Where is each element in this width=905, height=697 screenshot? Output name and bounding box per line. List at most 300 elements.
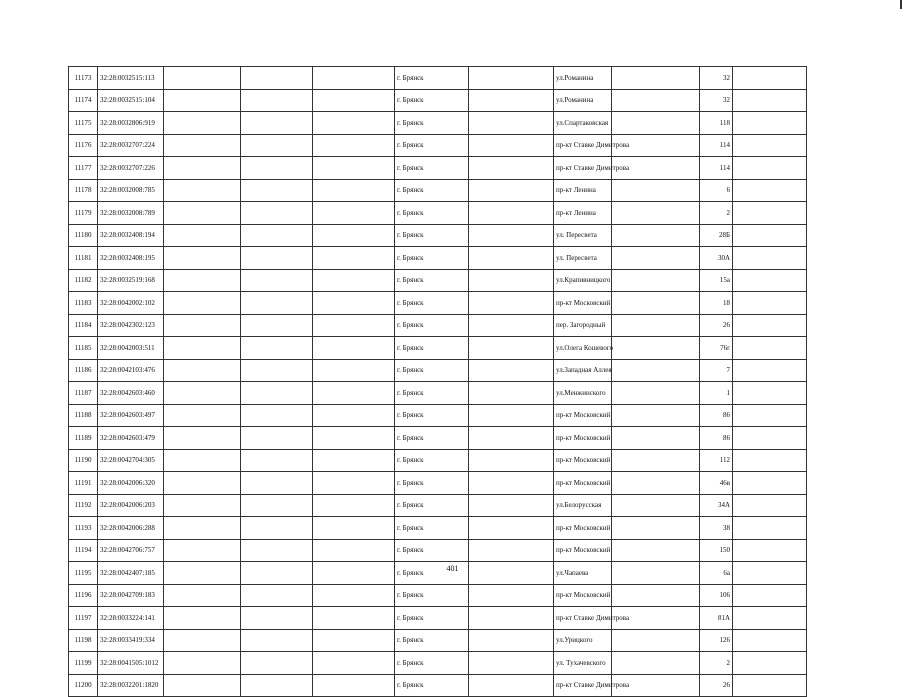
cell-empty [241, 112, 313, 135]
cell-empty [241, 449, 313, 472]
cell-house-number: 6 [700, 179, 733, 202]
cell-house-number: 18 [700, 292, 733, 315]
cell-house-number: 2 [700, 202, 733, 225]
cell-house-number: 30А [700, 247, 733, 270]
cell-empty [469, 269, 554, 292]
cell-street: пр-кт Ленина [554, 202, 612, 225]
cell-street: пр-кт Московский [554, 517, 612, 540]
cell-empty [612, 539, 700, 562]
cell-city: г. Брянск [395, 472, 469, 495]
cell-street: пр-кт Ставке Димитрова [554, 157, 612, 180]
cell-empty [612, 112, 700, 135]
cell-street: пр-кт Ставке Димитрова [554, 134, 612, 157]
cell-empty [241, 314, 313, 337]
cell-house-number: 150 [700, 539, 733, 562]
table-row [69, 89, 807, 112]
cell-empty [469, 629, 554, 652]
cell-house-number: 76г [700, 337, 733, 360]
table-row [69, 247, 807, 270]
cell-empty [469, 607, 554, 630]
cell-empty [469, 67, 554, 90]
cell-empty [612, 314, 700, 337]
table-row [69, 427, 807, 450]
cell-empty [313, 517, 395, 540]
cell-empty [164, 157, 241, 180]
cell-city: г. Брянск [395, 517, 469, 540]
cell-street: ул. Пересвета [554, 247, 612, 270]
cell-row-number: 11196 [69, 584, 98, 607]
cell-empty [612, 652, 700, 675]
cell-row-number: 11187 [69, 382, 98, 405]
cell-house-number: 114 [700, 134, 733, 157]
cell-row-number: 11198 [69, 629, 98, 652]
table-row [69, 67, 807, 90]
cell-empty [612, 382, 700, 405]
cell-empty [733, 89, 807, 112]
cell-empty [313, 247, 395, 270]
cell-empty [164, 629, 241, 652]
cell-empty [733, 247, 807, 270]
cell-empty [313, 157, 395, 180]
cell-cadastral-number: 32:28:0032515:104 [98, 89, 164, 112]
cell-empty [733, 629, 807, 652]
cell-empty [241, 157, 313, 180]
cell-empty [241, 629, 313, 652]
cell-cadastral-number: 32:28:0032806:919 [98, 112, 164, 135]
cell-empty [164, 449, 241, 472]
cell-empty [313, 427, 395, 450]
cell-city: г. Брянск [395, 247, 469, 270]
cell-empty [733, 269, 807, 292]
cell-empty [313, 494, 395, 517]
cell-street: ул.Крапивницкого [554, 269, 612, 292]
cell-empty [241, 359, 313, 382]
cell-empty [469, 382, 554, 405]
cell-empty [313, 382, 395, 405]
cell-row-number: 11193 [69, 517, 98, 540]
cell-row-number: 11183 [69, 292, 98, 315]
cell-street: ул. Пересвета [554, 224, 612, 247]
cell-empty [241, 584, 313, 607]
cell-empty [733, 179, 807, 202]
cell-empty [313, 67, 395, 90]
cell-street: пр-кт Московский [554, 584, 612, 607]
cell-city: г. Брянск [395, 157, 469, 180]
cell-empty [733, 112, 807, 135]
cell-empty [241, 89, 313, 112]
cell-street: ул.Белорусская [554, 494, 612, 517]
cell-row-number: 11174 [69, 89, 98, 112]
cell-empty [612, 427, 700, 450]
table-row [69, 112, 807, 135]
cell-street: пр-кт Московский [554, 449, 612, 472]
cell-city: г. Брянск [395, 629, 469, 652]
table-row [69, 292, 807, 315]
cell-street: пр-кт Ставке Димитрова [554, 674, 612, 697]
cell-cadastral-number: 32:28:0042709:183 [98, 584, 164, 607]
cell-empty [733, 157, 807, 180]
cell-empty [164, 382, 241, 405]
cell-cadastral-number: 32:28:0032201:1820 [98, 674, 164, 697]
cell-house-number: 86 [700, 404, 733, 427]
cell-street: ул.Романина [554, 67, 612, 90]
cell-empty [733, 607, 807, 630]
cell-empty [733, 494, 807, 517]
cell-house-number: 126 [700, 629, 733, 652]
cell-empty [469, 292, 554, 315]
cell-empty [164, 472, 241, 495]
table-row [69, 359, 807, 382]
cell-empty [733, 224, 807, 247]
cell-house-number: 34А [700, 494, 733, 517]
registry-table-body [69, 67, 807, 697]
cell-empty [469, 134, 554, 157]
cell-house-number: 2 [700, 652, 733, 675]
cell-street: пер. Загородный [554, 314, 612, 337]
cell-street: пр-кт Ставке Димитрова [554, 607, 612, 630]
cell-house-number: 106 [700, 584, 733, 607]
cell-city: г. Брянск [395, 134, 469, 157]
cell-row-number: 11186 [69, 359, 98, 382]
cell-cadastral-number: 32:28:0042603:460 [98, 382, 164, 405]
cell-empty [733, 134, 807, 157]
cell-empty [469, 472, 554, 495]
cell-empty [469, 449, 554, 472]
cell-empty [733, 292, 807, 315]
cell-cadastral-number: 32:28:0033419:334 [98, 629, 164, 652]
cell-empty [313, 292, 395, 315]
cell-empty [164, 247, 241, 270]
cell-empty [241, 224, 313, 247]
table-row [69, 224, 807, 247]
table-row [69, 674, 807, 697]
cell-row-number: 11181 [69, 247, 98, 270]
cell-empty [313, 629, 395, 652]
cell-street: пр-кт Московский [554, 427, 612, 450]
cell-city: г. Брянск [395, 359, 469, 382]
cell-row-number: 11191 [69, 472, 98, 495]
cell-house-number: 1 [700, 382, 733, 405]
cell-empty [469, 652, 554, 675]
cell-empty [612, 202, 700, 225]
cell-cadastral-number: 32:28:0032707:224 [98, 134, 164, 157]
cell-empty [313, 359, 395, 382]
cell-cadastral-number: 32:28:0042006:203 [98, 494, 164, 517]
cell-empty [612, 404, 700, 427]
cell-city: г. Брянск [395, 292, 469, 315]
cell-empty [612, 269, 700, 292]
cell-street: ул.Западная Аллея [554, 359, 612, 382]
cell-empty [313, 314, 395, 337]
table-row [69, 404, 807, 427]
cell-empty [164, 269, 241, 292]
cell-empty [241, 607, 313, 630]
cell-house-number: 81А [700, 607, 733, 630]
table-row [69, 607, 807, 630]
cell-empty [164, 224, 241, 247]
cell-empty [733, 202, 807, 225]
cell-empty [733, 67, 807, 90]
cell-street: ул.Урицкого [554, 629, 612, 652]
cell-empty [612, 337, 700, 360]
cell-cadastral-number: 32:28:0032408:194 [98, 224, 164, 247]
cell-empty [612, 359, 700, 382]
cell-empty [241, 539, 313, 562]
cell-cadastral-number: 32:28:0042704:305 [98, 449, 164, 472]
table-row [69, 157, 807, 180]
cell-empty [313, 449, 395, 472]
cell-cadastral-number: 32:28:0042302:123 [98, 314, 164, 337]
cell-empty [241, 652, 313, 675]
cell-row-number: 11178 [69, 179, 98, 202]
cell-empty [469, 314, 554, 337]
cell-empty [313, 472, 395, 495]
table-row [69, 539, 807, 562]
cell-house-number: 26 [700, 674, 733, 697]
cell-empty [164, 494, 241, 517]
cell-cadastral-number: 32:28:0032408:195 [98, 247, 164, 270]
cell-row-number: 11195 [69, 562, 98, 585]
cell-street: ул.Чапаева [554, 562, 612, 585]
cell-empty [469, 494, 554, 517]
cell-city: г. Брянск [395, 404, 469, 427]
cell-empty [733, 314, 807, 337]
table-row [69, 494, 807, 517]
table-row [69, 382, 807, 405]
cell-empty [733, 382, 807, 405]
cell-empty [164, 112, 241, 135]
cell-empty [612, 247, 700, 270]
cell-house-number: 38 [700, 517, 733, 540]
cell-empty [164, 89, 241, 112]
cell-empty [733, 674, 807, 697]
cell-house-number: 32 [700, 67, 733, 90]
cell-empty [241, 247, 313, 270]
cell-row-number: 11185 [69, 337, 98, 360]
cell-empty [612, 67, 700, 90]
cell-city: г. Брянск [395, 314, 469, 337]
cell-cadastral-number: 32:28:0042603:479 [98, 427, 164, 450]
cell-city: г. Брянск [395, 494, 469, 517]
cell-cadastral-number: 32:28:0042003:511 [98, 337, 164, 360]
cell-cadastral-number: 32:28:0042103:476 [98, 359, 164, 382]
cell-empty [241, 517, 313, 540]
cell-row-number: 11182 [69, 269, 98, 292]
cell-cadastral-number: 32:28:0042407:185 [98, 562, 164, 585]
cell-empty [164, 292, 241, 315]
cell-empty [469, 224, 554, 247]
cell-empty [313, 112, 395, 135]
cell-street: пр-кт Ленина [554, 179, 612, 202]
cell-cadastral-number: 32:28:0041505:1012 [98, 652, 164, 675]
cell-empty [313, 674, 395, 697]
cell-city: г. Брянск [395, 449, 469, 472]
cell-city: г. Брянск [395, 674, 469, 697]
cell-empty [469, 674, 554, 697]
cell-city: г. Брянск [395, 584, 469, 607]
cell-row-number: 11184 [69, 314, 98, 337]
cell-street: ул.Спартаковская [554, 112, 612, 135]
cell-house-number: 46в [700, 472, 733, 495]
cell-empty [612, 89, 700, 112]
cell-empty [612, 494, 700, 517]
cell-street: пр-кт Московский [554, 539, 612, 562]
cell-empty [164, 314, 241, 337]
cell-house-number: 86 [700, 427, 733, 450]
cell-empty [469, 359, 554, 382]
cell-street: пр-кт Московский [554, 292, 612, 315]
cell-empty [733, 337, 807, 360]
cell-empty [313, 652, 395, 675]
cell-empty [313, 134, 395, 157]
cell-empty [313, 269, 395, 292]
page-number: 401 [446, 564, 459, 573]
cell-empty [469, 202, 554, 225]
table-row [69, 472, 807, 495]
cell-row-number: 11189 [69, 427, 98, 450]
table-row [69, 314, 807, 337]
cell-empty [313, 539, 395, 562]
cell-street: пр-кт Московский [554, 472, 612, 495]
cell-house-number: 112 [700, 449, 733, 472]
cell-empty [164, 404, 241, 427]
cell-house-number: 6а [700, 562, 733, 585]
table-row [69, 269, 807, 292]
table-row [69, 629, 807, 652]
cell-house-number: 114 [700, 157, 733, 180]
cell-house-number: 28Б [700, 224, 733, 247]
table-row [69, 449, 807, 472]
table-row [69, 134, 807, 157]
cell-empty [164, 67, 241, 90]
cell-empty [241, 202, 313, 225]
cell-empty [612, 472, 700, 495]
cell-row-number: 11177 [69, 157, 98, 180]
cell-house-number: 15а [700, 269, 733, 292]
cell-row-number: 11180 [69, 224, 98, 247]
cell-empty [313, 89, 395, 112]
cell-street: пр-кт Московский [554, 404, 612, 427]
table-row [69, 584, 807, 607]
cell-empty [733, 652, 807, 675]
cell-city: г. Брянск [395, 269, 469, 292]
cell-empty [241, 472, 313, 495]
cell-empty [313, 584, 395, 607]
cell-empty [612, 224, 700, 247]
cell-empty [733, 517, 807, 540]
cell-empty [733, 449, 807, 472]
cell-row-number: 11197 [69, 607, 98, 630]
cell-row-number: 11173 [69, 67, 98, 90]
cell-empty [241, 179, 313, 202]
cell-cadastral-number: 32:28:0032515:113 [98, 67, 164, 90]
cell-row-number: 11192 [69, 494, 98, 517]
cell-empty [612, 629, 700, 652]
cell-empty [164, 134, 241, 157]
table-row [69, 202, 807, 225]
cell-empty [313, 404, 395, 427]
cell-empty [733, 539, 807, 562]
cell-house-number: 118 [700, 112, 733, 135]
cell-city: г. Брянск [395, 224, 469, 247]
page-edge-mark [900, 0, 902, 9]
cell-cadastral-number: 32:28:0042706:757 [98, 539, 164, 562]
cell-empty [164, 517, 241, 540]
cell-city: г. Брянск [395, 427, 469, 450]
cell-empty [164, 674, 241, 697]
cell-street: ул.Олега Кошевого [554, 337, 612, 360]
cell-empty [164, 179, 241, 202]
registry-table [68, 66, 807, 697]
cell-empty [241, 134, 313, 157]
cell-empty [469, 427, 554, 450]
cell-cadastral-number: 32:28:0032519:168 [98, 269, 164, 292]
cell-row-number: 11175 [69, 112, 98, 135]
cell-empty [164, 584, 241, 607]
cell-empty [164, 337, 241, 360]
cell-cadastral-number: 32:28:0032707:226 [98, 157, 164, 180]
cell-city: г. Брянск [395, 67, 469, 90]
cell-empty [313, 202, 395, 225]
cell-empty [241, 337, 313, 360]
cell-cadastral-number: 32:28:0042006:320 [98, 472, 164, 495]
cell-city: г. Брянск [395, 112, 469, 135]
cell-city: г. Брянск [395, 562, 469, 585]
cell-empty [241, 494, 313, 517]
cell-cadastral-number: 32:28:0042006:288 [98, 517, 164, 540]
cell-empty [469, 179, 554, 202]
cell-empty [612, 449, 700, 472]
cell-street: ул. Тухачевского [554, 652, 612, 675]
cell-empty [241, 292, 313, 315]
cell-row-number: 11200 [69, 674, 98, 697]
cell-empty [164, 539, 241, 562]
cell-row-number: 11188 [69, 404, 98, 427]
cell-empty [241, 427, 313, 450]
cell-empty [469, 404, 554, 427]
cell-empty [612, 292, 700, 315]
cell-empty [469, 517, 554, 540]
cell-city: г. Брянск [395, 607, 469, 630]
cell-empty [469, 584, 554, 607]
cell-street: ул.Менжинского [554, 382, 612, 405]
cell-cadastral-number: 32:28:0042002:102 [98, 292, 164, 315]
cell-cadastral-number: 32:28:0032008:789 [98, 202, 164, 225]
cell-city: г. Брянск [395, 337, 469, 360]
cell-empty [469, 157, 554, 180]
cell-empty [313, 607, 395, 630]
cell-empty [469, 112, 554, 135]
cell-empty [313, 179, 395, 202]
table-row [69, 179, 807, 202]
table-row [69, 337, 807, 360]
cell-city: г. Брянск [395, 382, 469, 405]
cell-empty [733, 427, 807, 450]
cell-empty [241, 382, 313, 405]
cell-row-number: 11199 [69, 652, 98, 675]
cell-empty [469, 89, 554, 112]
cell-empty [164, 427, 241, 450]
cell-empty [313, 224, 395, 247]
cell-empty [733, 472, 807, 495]
cell-empty [241, 269, 313, 292]
cell-city: г. Брянск [395, 652, 469, 675]
cell-empty [241, 67, 313, 90]
cell-row-number: 11179 [69, 202, 98, 225]
cell-city: г. Брянск [395, 539, 469, 562]
cell-empty [164, 652, 241, 675]
cell-empty [612, 584, 700, 607]
